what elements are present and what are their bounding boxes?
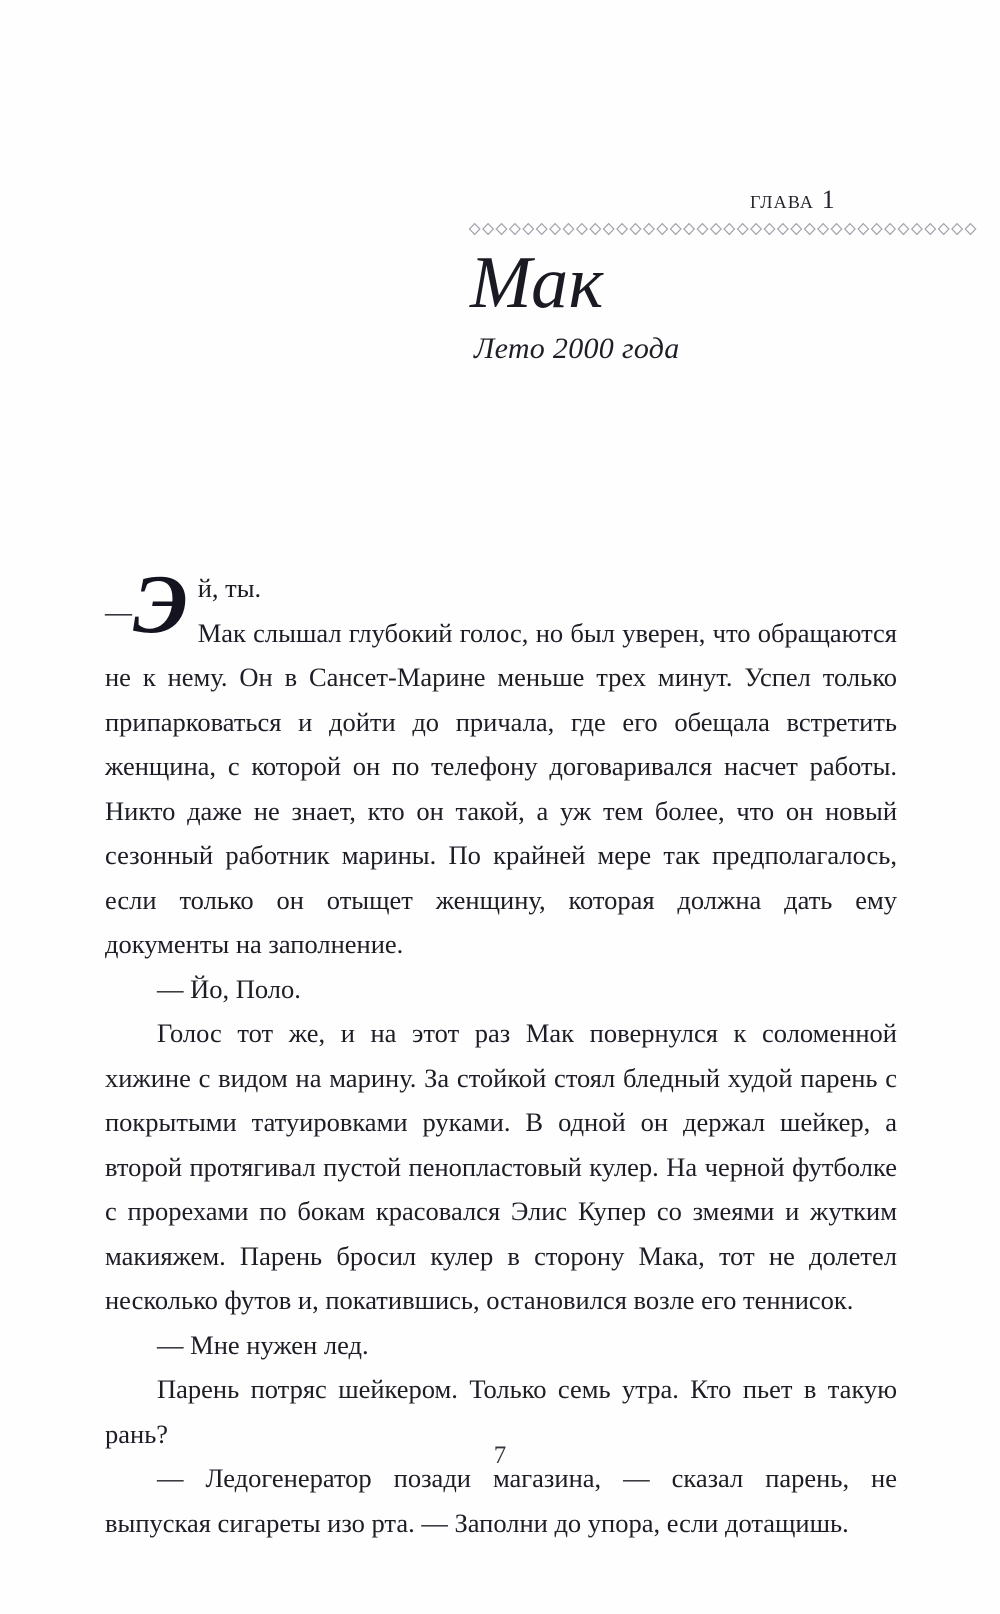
chapter-label: глава 1 <box>749 185 836 214</box>
paragraph: Парень потряс шейкером. Только семь утра. Кто пьет в такую рань? <box>105 1374 897 1449</box>
page-number: 7 <box>493 1442 507 1469</box>
drop-cap-letter: Э <box>133 558 188 651</box>
paragraph: — Ледогенератор позади магазина, — сказал парень, не выпуская сигареты изо рта. — Заполни до упора, если дотащишь. <box>105 1463 897 1538</box>
chapter-header <box>468 186 978 366</box>
paragraph: — Йо, Поло. <box>157 973 301 1004</box>
paragraph: — Мне нужен лед. <box>157 1329 369 1360</box>
chapter-subtitle: Лето 2000 года <box>474 331 680 365</box>
paragraph-body: Мак слышал глубокий голос, но был уверен, что обращаются не к нему. Он в Сансет-Марине меньше трех минут. Успел только припарковаться и дойти до причала, где его обещала встретить женщина, с которой он по телефону договаривался насчет работы. Никто даже не знает, кто он такой, а уж тем более, что он новый сезонный работник марины. По крайней мере так предполагалось, если только он отыщет женщину, которая должна дать ему документы на заполнение. <box>105 617 897 959</box>
body-text <box>105 558 897 1545</box>
dropcap-rest-of-word: й, ты. <box>197 573 262 603</box>
em-dash-icon: — <box>105 597 132 627</box>
dropcap-group <box>105 558 188 651</box>
diamond-chain-ornament-icon <box>468 222 978 236</box>
chapter-title: Мак <box>470 241 604 324</box>
paragraph-first <box>105 558 897 967</box>
paragraph: Голос тот же, и на этот раз Мак повернулся к соломенной хижине с видом на марину. За стойкой стоял бледный худой парень с покрытыми татуировками руками. В одной он держал шейкер, а второй протягивал пустой пенопластовый кулер. На черной футболке с прорехами по бокам красовался Элис Купер со змеями и жутким макияжем. Парень бросил кулер в сторону Мака, тот не долетел несколько футов и, покатившись, остановился возле его теннисок. <box>105 1018 897 1315</box>
